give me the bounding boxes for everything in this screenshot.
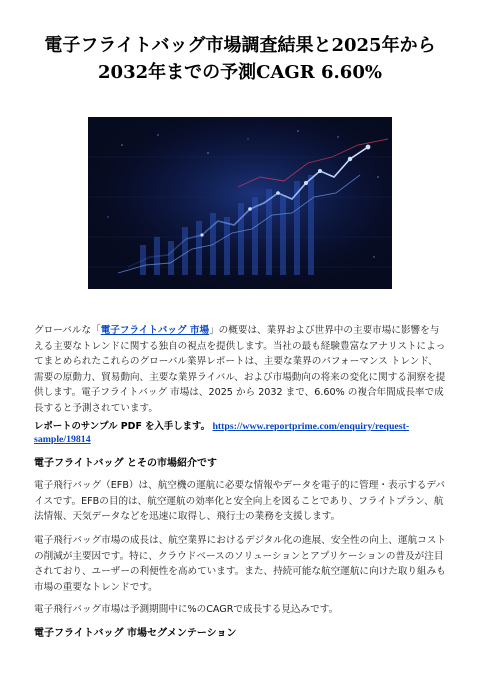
intro-body: 」の概要は、業界および世界中の主要市場に影響を与える主要なトレンドに関する独自の視点を提供します。当社の最も経験豊富なアナリストによってまとめられたこれらのグローバル業界レポートは、主要な業界のパフォーマンス トレンド、需要の原動力、貿易動向、主要な業界ライバル、および市場動向の将来の変化に関する洞察を提供します。電子フライトバッグ 市場は、2025 から 2032 まで、6.60% の複合年間成長率で成長すると予測されています。 — [34, 325, 446, 414]
title-line-1: 電子フライトバッグ市場調査結果と2025年から — [44, 35, 436, 56]
hero-illustration — [88, 117, 392, 289]
section-heading-intro: 電子フライトバッグ とその市場紹介です — [34, 458, 217, 469]
sample-link[interactable]: https://www.reportprime.com/enquiry/request-sample/19814 — [34, 421, 410, 445]
growth-drivers-paragraph: 電子飛行バッグ市場の成長は、航空業界におけるデジタル化の進展、安全性の向上、運航コストの削減が主要因です。特に、クラウドベースのソリューションとアプリケーションの普及が注目されており、ユーザーの利便性を高めています。また、持続可能な航空運航に向けた取り組みも市場の重要なトレンドです。 — [34, 535, 446, 593]
title-line-2: 2032年までの予測CAGR 6.60% — [98, 62, 382, 83]
cagr-paragraph: 電子飛行バッグ市場は予測期間中に%のCAGRで成長する見込みです。 — [34, 604, 339, 615]
market-growth-chart-image — [88, 117, 392, 289]
section-heading-segmentation: 電子フライトバッグ 市場セグメンテーション — [34, 628, 237, 639]
intro-prefix: グローバルな「 — [34, 325, 101, 336]
sample-request — [34, 421, 446, 446]
sample-label: レポートのサンプル PDF を入手します。 — [34, 421, 210, 432]
page-title — [24, 32, 456, 86]
efb-definition-paragraph: 電子飛行バッグ（EFB）は、航空機の運航に必要な情報やデータを電子的に管理・表示するデバイスです。EFBの目的は、航空運航の効率化と安全向上を図ることであり、フライトプラン、航法情報、天気データなどを迅速に取得し、飛行士の業務を支援します。 — [34, 480, 445, 522]
intro-paragraph — [34, 323, 446, 416]
market-link[interactable]: 電子フライトバッグ 市場 — [100, 325, 210, 336]
